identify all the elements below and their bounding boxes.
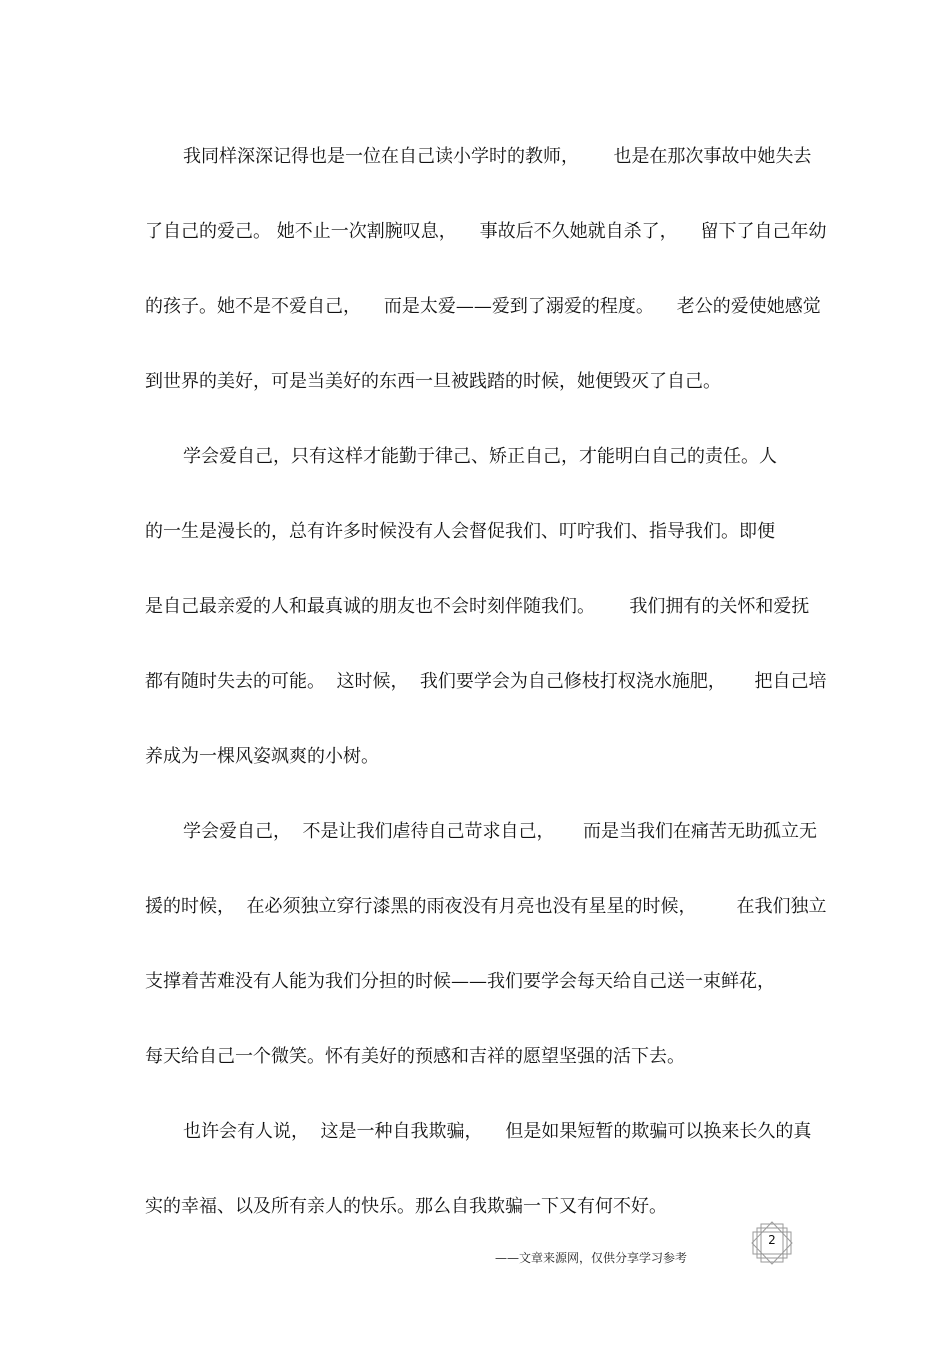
- paragraph-1-line-2: 了自己的爱己。 她不止一次割腕叹息， 事故后不久她就自杀了， 留下了自己年幼: [145, 221, 827, 242]
- page-number: 2: [768, 1233, 776, 1247]
- paragraph-1-line-1: 我同样深深记得也是一位在自己读小学时的教师， 也是在那次事故中她失去: [183, 146, 812, 167]
- paragraph-3-line-4: 每天给自己一个微笑。怀有美好的预感和吉祥的愿望坚强的活下去。: [145, 1046, 685, 1067]
- paragraph-2-line-2: 的一生是漫长的，总有许多时候没有人会督促我们、叮咛我们、指导我们。即便: [145, 521, 775, 542]
- page-number-badge: [748, 1220, 796, 1266]
- paragraph-1-line-4: 到世界的美好，可是当美好的东西一旦被践踏的时候，她便毁灭了自己。: [145, 371, 721, 392]
- paragraph-2-line-4: 都有随时失去的可能。 这时候， 我们要学会为自己修枝打杈浇水施肥， 把自己培: [145, 671, 827, 692]
- paragraph-4-line-2: 实的幸福、以及所有亲人的快乐。那么自我欺骗一下又有何不好。: [145, 1196, 667, 1217]
- paragraph-3-line-1: 学会爱自己， 不是让我们虐待自己苛求自己， 而是当我们在痛苦无助孤立无: [183, 821, 818, 842]
- paragraph-2-line-1: 学会爱自己，只有这样才能勤于律己、矫正自己，才能明白自己的责任。人: [183, 446, 777, 467]
- paragraph-4-line-1: 也许会有人说， 这是一种自我欺骗， 但是如果短暂的欺骗可以换来长久的真: [183, 1121, 812, 1142]
- paragraph-3-line-3: 支撑着苦难没有人能为我们分担的时候——我们要学会每天给自己送一束鲜花，: [145, 971, 775, 992]
- paragraph-2-line-5: 养成为一棵风姿飒爽的小树。: [145, 746, 379, 767]
- paragraph-1-line-3: 的孩子。她不是不爱自己， 而是太爱——爱到了溺爱的程度。 老公的爱使她感觉: [145, 296, 821, 317]
- source-note: ——文章来源网，仅供分享学习参考: [495, 1251, 688, 1265]
- paragraph-2-line-3: 是自己最亲爱的人和最真诚的朋友也不会时刻伴随我们。 我们拥有的关怀和爱抚: [145, 596, 810, 617]
- paragraph-3-line-2: 援的时候， 在必须独立穿行漆黑的雨夜没有月亮也没有星星的时候， 在我们独立: [145, 896, 827, 917]
